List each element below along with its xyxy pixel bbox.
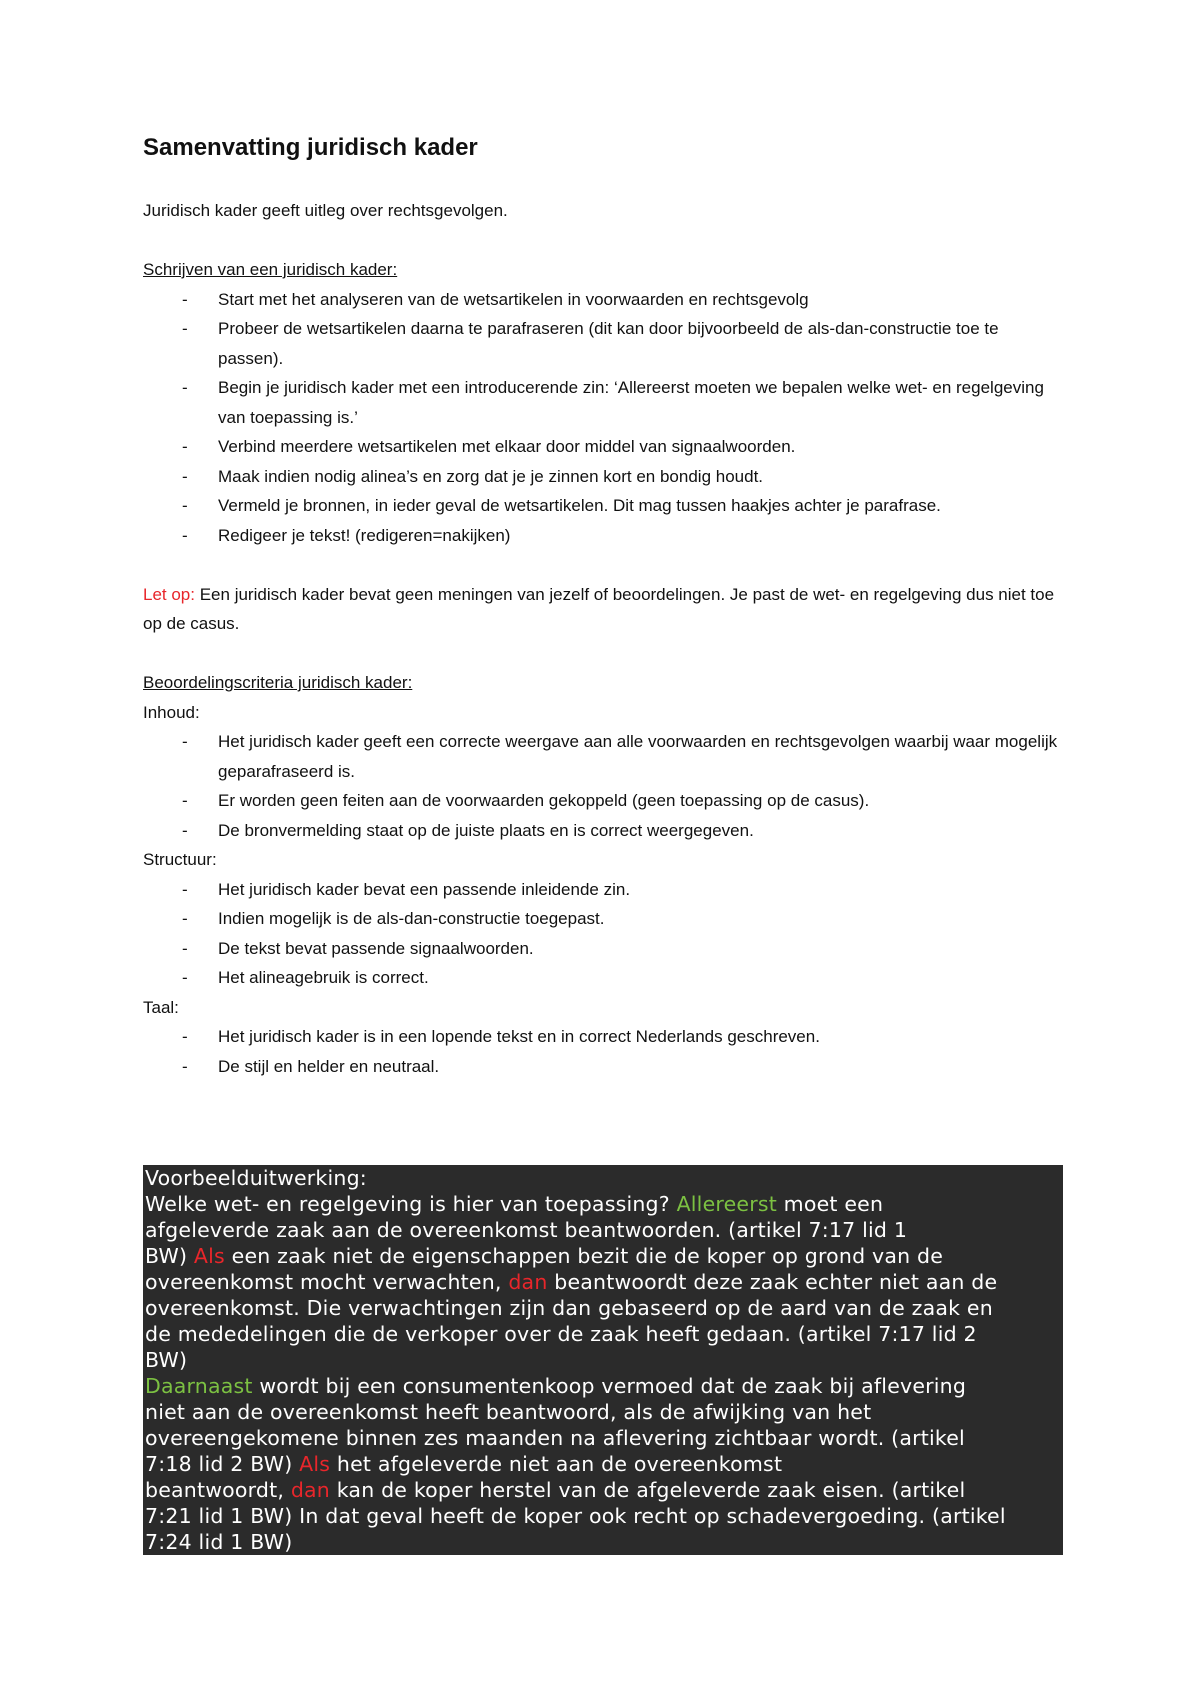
schrijven-list — [143, 285, 1063, 551]
list-item: - Begin je juridisch kader met een introducerende zin: ‘Allereerst moeten we bepalen welke wet- en regelgeving van toepassing is.’ — [143, 373, 1063, 432]
letop-paragraph — [143, 580, 1063, 639]
signal-word: Daarnaast — [145, 1374, 253, 1398]
example-text: moet een — [776, 1192, 884, 1216]
example-text: overeengekomene binnen zes maanden na aflevering zichtbaar wordt. (artikel — [145, 1426, 965, 1450]
example-line — [145, 1399, 1061, 1425]
example-line — [145, 1243, 1061, 1269]
letop-text: Een juridisch kader bevat geen meningen van jezelf of beoordelingen. Je past de wet- en regelgeving dus niet toe op de casus. — [143, 584, 1055, 633]
document-page — [143, 130, 1063, 1081]
list-item: - Het juridisch kader geeft een correcte weergave aan alle voorwaarden en rechtsgevolgen waarbij waar mogelijk geparafraseerd is. — [143, 727, 1063, 786]
example-text: een zaak niet de eigenschappen bezit die de koper op grond van de — [224, 1244, 944, 1268]
example-text: kan de koper herstel van de afgeleverde zaak eisen. (artikel — [330, 1478, 966, 1502]
list-item: - Start met het analyseren van de wetsartikelen in voorwaarden en rechtsgevolg — [143, 285, 1063, 315]
list-item: - Er worden geen feiten aan de voorwaarden gekoppeld (geen toepassing op de casus). — [143, 786, 1063, 816]
example-text: BW) — [145, 1348, 188, 1372]
intro-text: Juridisch kader geeft uitleg over rechtsgevolgen. — [143, 201, 508, 220]
list-item: - De tekst bevat passende signaalwoorden. — [143, 934, 1063, 964]
signal-word: dan — [290, 1478, 330, 1502]
list-item: - Vermeld je bronnen, in ieder geval de wetsartikelen. Dit mag tussen haakjes achter je parafrase. — [143, 491, 1063, 521]
letop-label: Let op: — [143, 584, 195, 604]
inhoud-label: Inhoud: — [143, 702, 200, 722]
example-line — [145, 1529, 1061, 1555]
list-item: - Het juridisch kader bevat een passende inleidende zin. — [143, 875, 1063, 905]
list-item: - Het alineagebruik is correct. — [143, 963, 1063, 993]
example-line — [145, 1269, 1061, 1295]
structuur-list — [143, 875, 1063, 993]
example-text: 7:18 lid 2 BW) — [145, 1452, 300, 1476]
example-text: beantwoordt deze zaak echter niet aan de — [547, 1270, 998, 1294]
example-line — [145, 1191, 1061, 1217]
signal-word: Als — [193, 1244, 225, 1268]
example-text: beantwoordt, — [145, 1478, 291, 1502]
list-item: - De bronvermelding staat op de juiste plaats en is correct weergegeven. — [143, 816, 1063, 846]
example-line — [145, 1425, 1061, 1451]
taal-label: Taal: — [143, 997, 179, 1017]
structuur-label: Structuur: — [143, 850, 217, 869]
example-line — [145, 1295, 1061, 1321]
example-box — [143, 1165, 1063, 1555]
example-line — [145, 1373, 1061, 1399]
list-item: - Probeer de wetsartikelen daarna te parafraseren (dit kan door bijvoorbeeld de als-dan-constructie toe te passen). — [143, 314, 1063, 373]
page-title: Samenvatting juridisch kader — [143, 134, 478, 161]
list-item: - Redigeer je tekst! (redigeren=nakijken) — [143, 521, 1063, 551]
taal-list — [143, 1022, 1063, 1081]
inhoud-list — [143, 727, 1063, 845]
example-text: Welke wet- en regelgeving is hier van toepassing? — [145, 1192, 677, 1216]
schrijven-heading: Schrijven van een juridisch kader: — [143, 260, 398, 279]
example-text: 7:21 lid 1 BW) In dat geval heeft de koper ook recht op schadevergoeding. (artikel — [145, 1504, 1006, 1528]
example-text: 7:24 lid 1 BW) — [145, 1530, 293, 1554]
signal-word: dan — [508, 1270, 548, 1294]
example-text: de mededelingen die de verkoper over de zaak heeft gedaan. (artikel 7:17 lid 2 — [145, 1322, 977, 1346]
example-line — [145, 1321, 1061, 1347]
example-text: afgeleverde zaak aan de overeenkomst beantwoorden. (artikel 7:17 lid 1 — [145, 1218, 908, 1242]
signal-word: Allereerst — [676, 1192, 777, 1216]
list-item: - Maak indien nodig alinea’s en zorg dat je je zinnen kort en bondig houdt. — [143, 462, 1063, 492]
example-line — [145, 1165, 1061, 1191]
list-item: - Indien mogelijk is de als-dan-constructie toegepast. — [143, 904, 1063, 934]
example-text: BW) — [145, 1244, 194, 1268]
signal-word: Als — [299, 1452, 331, 1476]
example-line — [145, 1503, 1061, 1529]
list-item: - Verbind meerdere wetsartikelen met elkaar door middel van signaalwoorden. — [143, 432, 1063, 462]
example-text: wordt bij een consumentenkoop vermoed dat de zaak bij aflevering — [252, 1374, 967, 1398]
criteria-heading: Beoordelingscriteria juridisch kader: — [143, 673, 413, 692]
example-text: het afgeleverde niet aan de overeenkomst — [330, 1452, 783, 1476]
example-line — [145, 1477, 1061, 1503]
example-line — [145, 1451, 1061, 1477]
example-text: overeenkomst mocht verwachten, — [145, 1270, 509, 1294]
list-item: - De stijl en helder en neutraal. — [143, 1052, 1063, 1082]
example-line — [145, 1217, 1061, 1243]
example-text: overeenkomst. Die verwachtingen zijn dan gebaseerd op de aard van de zaak en — [145, 1296, 993, 1320]
list-item: - Het juridisch kader is in een lopende tekst en in correct Nederlands geschreven. — [143, 1022, 1063, 1052]
example-line — [145, 1347, 1061, 1373]
example-text: niet aan de overeenkomst heeft beantwoord, als de afwijking van het — [145, 1400, 872, 1424]
example-text: Voorbeelduitwerking: — [145, 1166, 367, 1190]
